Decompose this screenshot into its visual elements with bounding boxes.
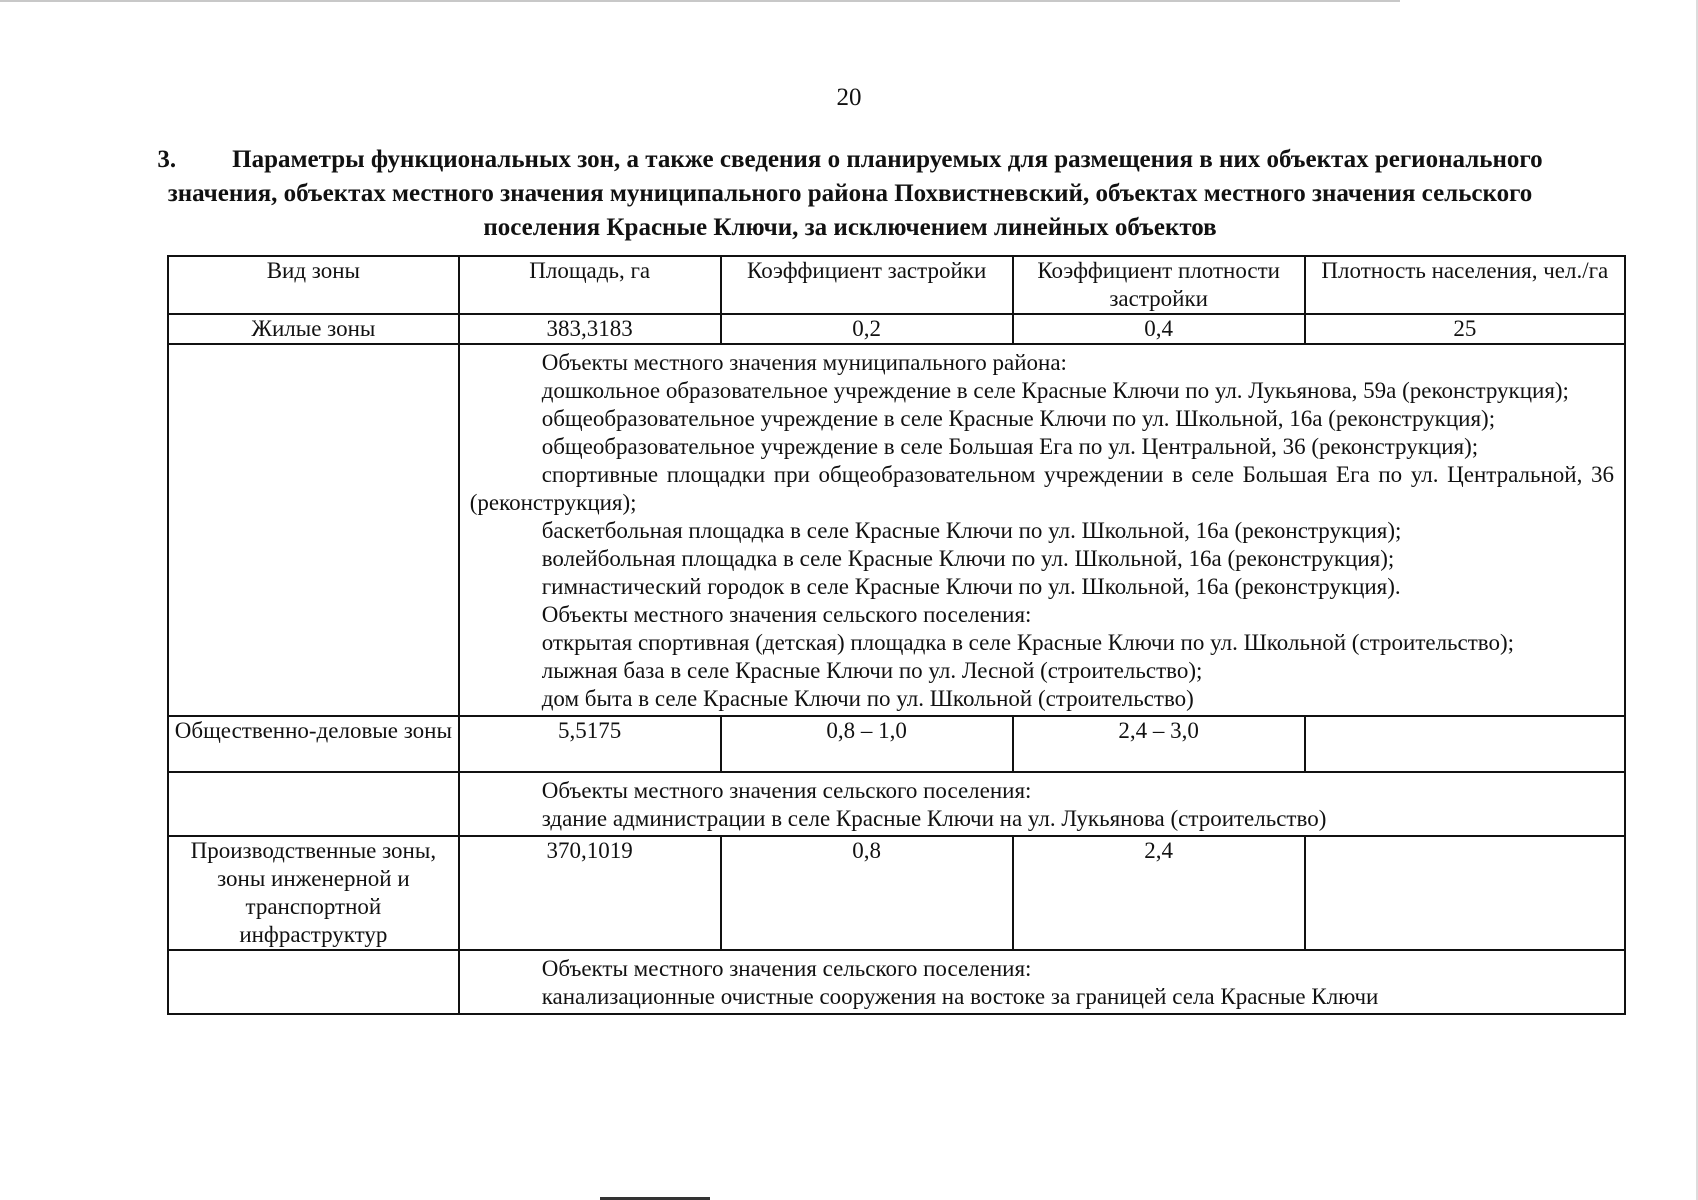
table-row bbox=[168, 716, 1625, 772]
list-item: волейбольная площадка в селе Красные Ключи по ул. Школьной, 16а (реконструкция); bbox=[541, 546, 1395, 571]
list-item: здание администрации в селе Красные Ключи на ул. Лукьянова (строительство) bbox=[541, 806, 1327, 831]
list-item: общеобразовательное учреждение в селе Большая Ега по ул. Центральной, 36 (реконструкция); bbox=[541, 434, 1479, 459]
objects-empty-cell bbox=[168, 344, 459, 716]
zone-area: 5,5175 bbox=[459, 716, 721, 772]
objects-row bbox=[168, 772, 1625, 836]
objects-empty-cell bbox=[168, 772, 459, 836]
zone-density-coef: 2,4 bbox=[1013, 836, 1305, 950]
table-row bbox=[168, 314, 1625, 344]
zone-population-density bbox=[1305, 836, 1625, 950]
zone-build-coef: 0,8 bbox=[721, 836, 1013, 950]
list-item: открытая спортивная (детская) площадка в селе Красные Ключи по ул. Школьной (строительство); bbox=[541, 630, 1515, 655]
objects-empty-cell bbox=[168, 950, 459, 1014]
objects-list bbox=[459, 344, 1625, 716]
functional-zones-table bbox=[167, 255, 1626, 1015]
table-header-row bbox=[168, 256, 1625, 314]
section-title: Параметры функциональных зон, а также сведения о планируемых для размещения в них объектах регионального значения, объектах местного значения муниципального района Похвистневский, объектах местного значения сельского поселения Красные Ключи, за исключением линейных объектов bbox=[167, 146, 1543, 241]
objects-row bbox=[168, 950, 1625, 1014]
zone-population-density: 25 bbox=[1305, 314, 1625, 344]
header-density-coef: Коэффициент плотности застройки bbox=[1013, 256, 1305, 314]
list-item: дошкольное образовательное учреждение в селе Красные Ключи по ул. Лукьянова, 59а (реконструкция); bbox=[541, 378, 1569, 403]
zone-build-coef: 0,8 – 1,0 bbox=[721, 716, 1013, 772]
list-item: спортивные площадки при общеобразовательном учреждении в селе Большая Ега по ул. Центральной, 36 (реконструкция); bbox=[469, 462, 1614, 515]
header-zone-type: Вид зоны bbox=[168, 256, 459, 314]
header-population-density: Плотность населения, чел./га bbox=[1305, 256, 1625, 314]
section-heading bbox=[130, 143, 1570, 245]
list-item: баскетбольная площадка в селе Красные Ключи по ул. Школьной, 16а (реконструкция); bbox=[541, 518, 1402, 543]
zone-population-density bbox=[1305, 716, 1625, 772]
zone-density-coef: 0,4 bbox=[1013, 314, 1305, 344]
list-item: Объекты местного значения сельского поселения: bbox=[541, 602, 1032, 627]
list-item: лыжная база в селе Красные Ключи по ул. Лесной (строительство); bbox=[541, 658, 1203, 683]
objects-list bbox=[459, 772, 1625, 836]
objects-list bbox=[459, 950, 1625, 1014]
table-row bbox=[168, 836, 1625, 950]
zone-name: Общественно-деловые зоны bbox=[168, 716, 459, 772]
list-item: Объекты местного значения сельского поселения: bbox=[541, 778, 1032, 803]
zone-name: Производственные зоны, зоны инженерной и транспортной инфраструктур bbox=[168, 836, 459, 950]
list-item: дом быта в селе Красные Ключи по ул. Школьной (строительство) bbox=[541, 686, 1194, 711]
list-item: Объекты местного значения сельского поселения: bbox=[541, 956, 1032, 981]
list-item: Объекты местного значения муниципального района: bbox=[541, 350, 1067, 375]
zone-area: 383,3183 bbox=[459, 314, 721, 344]
zone-name: Жилые зоны bbox=[168, 314, 459, 344]
section-number: 3. bbox=[157, 146, 177, 173]
header-area: Площадь, га bbox=[459, 256, 721, 314]
zone-area: 370,1019 bbox=[459, 836, 721, 950]
header-build-coef: Коэффициент застройки bbox=[721, 256, 1013, 314]
zone-density-coef: 2,4 – 3,0 bbox=[1013, 716, 1305, 772]
list-item: общеобразовательное учреждение в селе Красные Ключи по ул. Школьной, 16а (реконструкция); bbox=[541, 406, 1496, 431]
scan-edge-top bbox=[0, 0, 1400, 2]
objects-row bbox=[168, 344, 1625, 716]
list-item: гимнастический городок в селе Красные Ключи по ул. Школьной, 16а (реконструкция). bbox=[541, 574, 1401, 599]
list-item: канализационные очистные сооружения на востоке за границей села Красные Ключи bbox=[541, 984, 1379, 1009]
zone-build-coef: 0,2 bbox=[721, 314, 1013, 344]
page-number: 20 bbox=[836, 84, 862, 111]
